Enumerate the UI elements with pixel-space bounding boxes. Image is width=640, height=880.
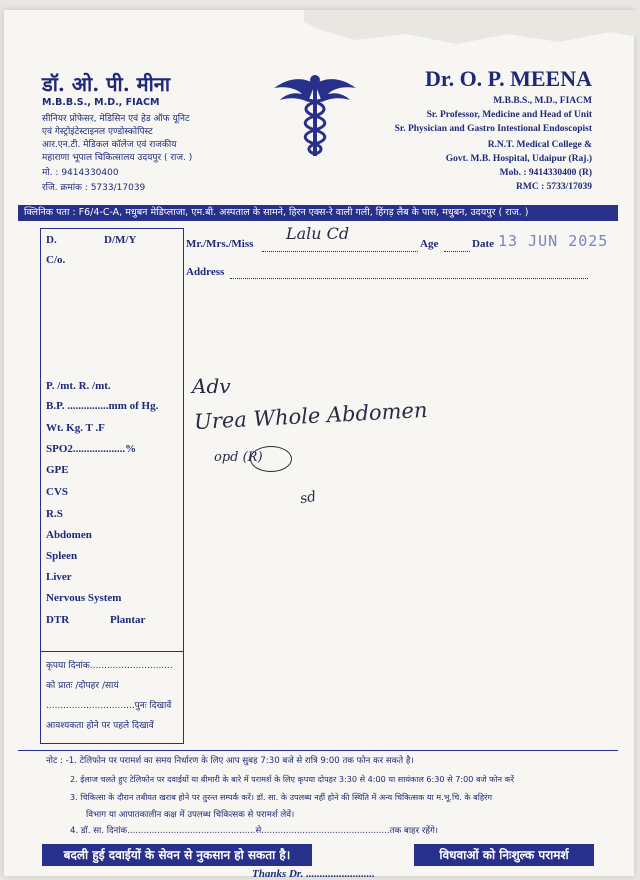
age-line [444,251,470,252]
handwriting-signature: sd [298,488,318,508]
co-label: C/o. [46,254,66,266]
followup-early: आवश्यकता होने पर पहले दिखावें [46,721,154,731]
handwriting-circle [250,446,292,472]
english-line-3: R.N.T. Medical College & [487,140,592,150]
thanks-line: Thanks Dr. ......................... [252,868,375,880]
patient-name-line [262,251,418,252]
address-line [230,278,588,279]
age-label: Age [420,238,439,250]
handwriting-advice: Adv [192,374,231,398]
caduceus-icon [272,70,358,160]
plantar-label: Plantar [110,614,146,626]
left-panel-divider [41,651,183,652]
note-1: नोट : -1. टेलिफोन पर परामर्श का समय निर्धारण के लिए आप सुबह 7:30 बजे से रात्रि 9:00 तक फोन कर सकते है। [46,756,414,766]
exam-cvs: CVS [46,486,69,498]
spo2-label: SPO2...................% [46,443,137,455]
english-line-1: Sr. Professor, Medicine and Head of Unit [426,110,592,120]
note-4: 4. डॉ. सा. दिनांक...............................................से...............................................तक बाहर रहेंगे। [70,826,439,836]
english-degrees: M.B.B.S., M.D., FIACM [493,96,592,106]
bp-label: B.P. ...............mm of Hg. [46,400,159,412]
exam-abdomen: Abdomen [46,529,92,541]
hindi-line-4: महाराणा भूपाल चिकित्सालय उदयपुर ( राज. ) [42,153,193,163]
weight-temp-label: Wt. Kg. T .F [46,422,105,434]
dtr-label: DTR [46,614,70,626]
exam-spleen: Spleen [46,550,78,562]
note-3-continued: विभाग या आपातकालीन कक्ष में उपलब्ध चिकित्सक से परामर्श लेवें। [86,810,295,820]
english-mobile: Mob. : 9414330400 (R) [499,168,592,178]
notes-divider [18,750,618,751]
clinic-address-bar: क्लिनिक पता : F6/4-C-A, मधुबन मेडिप्लाजा, एम.बी. अस्पताल के सामने, हिरन एक्स-रे वाली गली, हिंगड़ लैब के पास, मधुबन, उदयपुर ( राज. ) [18,205,618,221]
address-label: Address [186,266,225,278]
followup-date: कृपया दिनांक............................. [46,661,173,671]
hindi-line-2: एवं गेस्ट्रोइंटेस्टाइनल एण्डोस्कोपिस्ट [42,127,153,137]
d-label: D. [46,234,57,246]
patient-name-label: Mr./Mrs./Miss [186,238,254,250]
followup-revisit: ...............................पुनः दिखावें [46,701,172,711]
hindi-degrees: M.B.B.S., M.D., FIACM [42,97,160,108]
hindi-line-1: सीनियर प्रोफेसर, मेडिसिन एवं हेड ऑफ यूनिट [42,114,190,124]
date-label: Date [472,238,494,250]
english-rmc: RMC : 5733/17039 [516,182,592,192]
hindi-registration: रजि. क्रमांक : 5733/17039 [42,183,146,193]
medicine-warning-banner: बदली हुई दवाईयों के सेवन से नुकसान हो सकता है। [42,844,312,866]
exam-rs: R.S [46,508,63,520]
patient-name-handwritten: Lalu Cd [286,224,350,243]
exam-gpe: GPE [46,464,69,476]
followup-time: को प्रातः /दोपहर /सायं [46,681,119,691]
prescription-sheet [4,10,634,880]
exam-liver: Liver [46,571,72,583]
english-line-2: Sr. Physician and Gastro Intestional Endoscopist [394,124,592,134]
note-3: 3. चिकित्सा के दौरान तबीयत खराब होने पर तुरन्त सम्पर्क करें। डॉ. सा. के उपलब्ध नहीं होने की स्थिति में अन्य चिकित्सक या म.भू.चि. के बहिरंग [70,792,493,802]
english-line-4: Govt. M.B. Hospital, Udaipur (Raj.) [445,154,592,164]
date-stamp: 13 JUN 2025 [498,232,609,250]
handwriting-tests: Urea Whole Abdomen [193,397,428,435]
hindi-line-3: आर.एन.टी. मेडिकल कॉलेज एवं राजकीय [42,140,177,150]
handwriting-opd: opd (R) [214,450,263,465]
hindi-doctor-name: डॉ. ओ. पी. मीना [42,72,171,96]
dmy-label: D/M/Y [104,234,137,246]
note-2: 2. ईलाज चलते हुए टेलिफोन पर दवाईयों या बीमारी के बारे में परामर्श के लिए कृपया दोपहर 3:30 से 4:00 या सायंकाल 6:30 से 7:00 बजे फोन करें [70,774,515,784]
hindi-mobile: मो. : 9414330400 [42,168,119,178]
torn-edge [304,10,640,50]
exam-nervous-system: Nervous System [46,592,122,604]
free-consultation-banner: विधवाओं को निःशुल्क परामर्श [414,844,594,866]
pulse-resp-label: P. /mt. R. /mt. [46,380,111,392]
english-doctor-name: Dr. O. P. MEENA [424,66,592,91]
